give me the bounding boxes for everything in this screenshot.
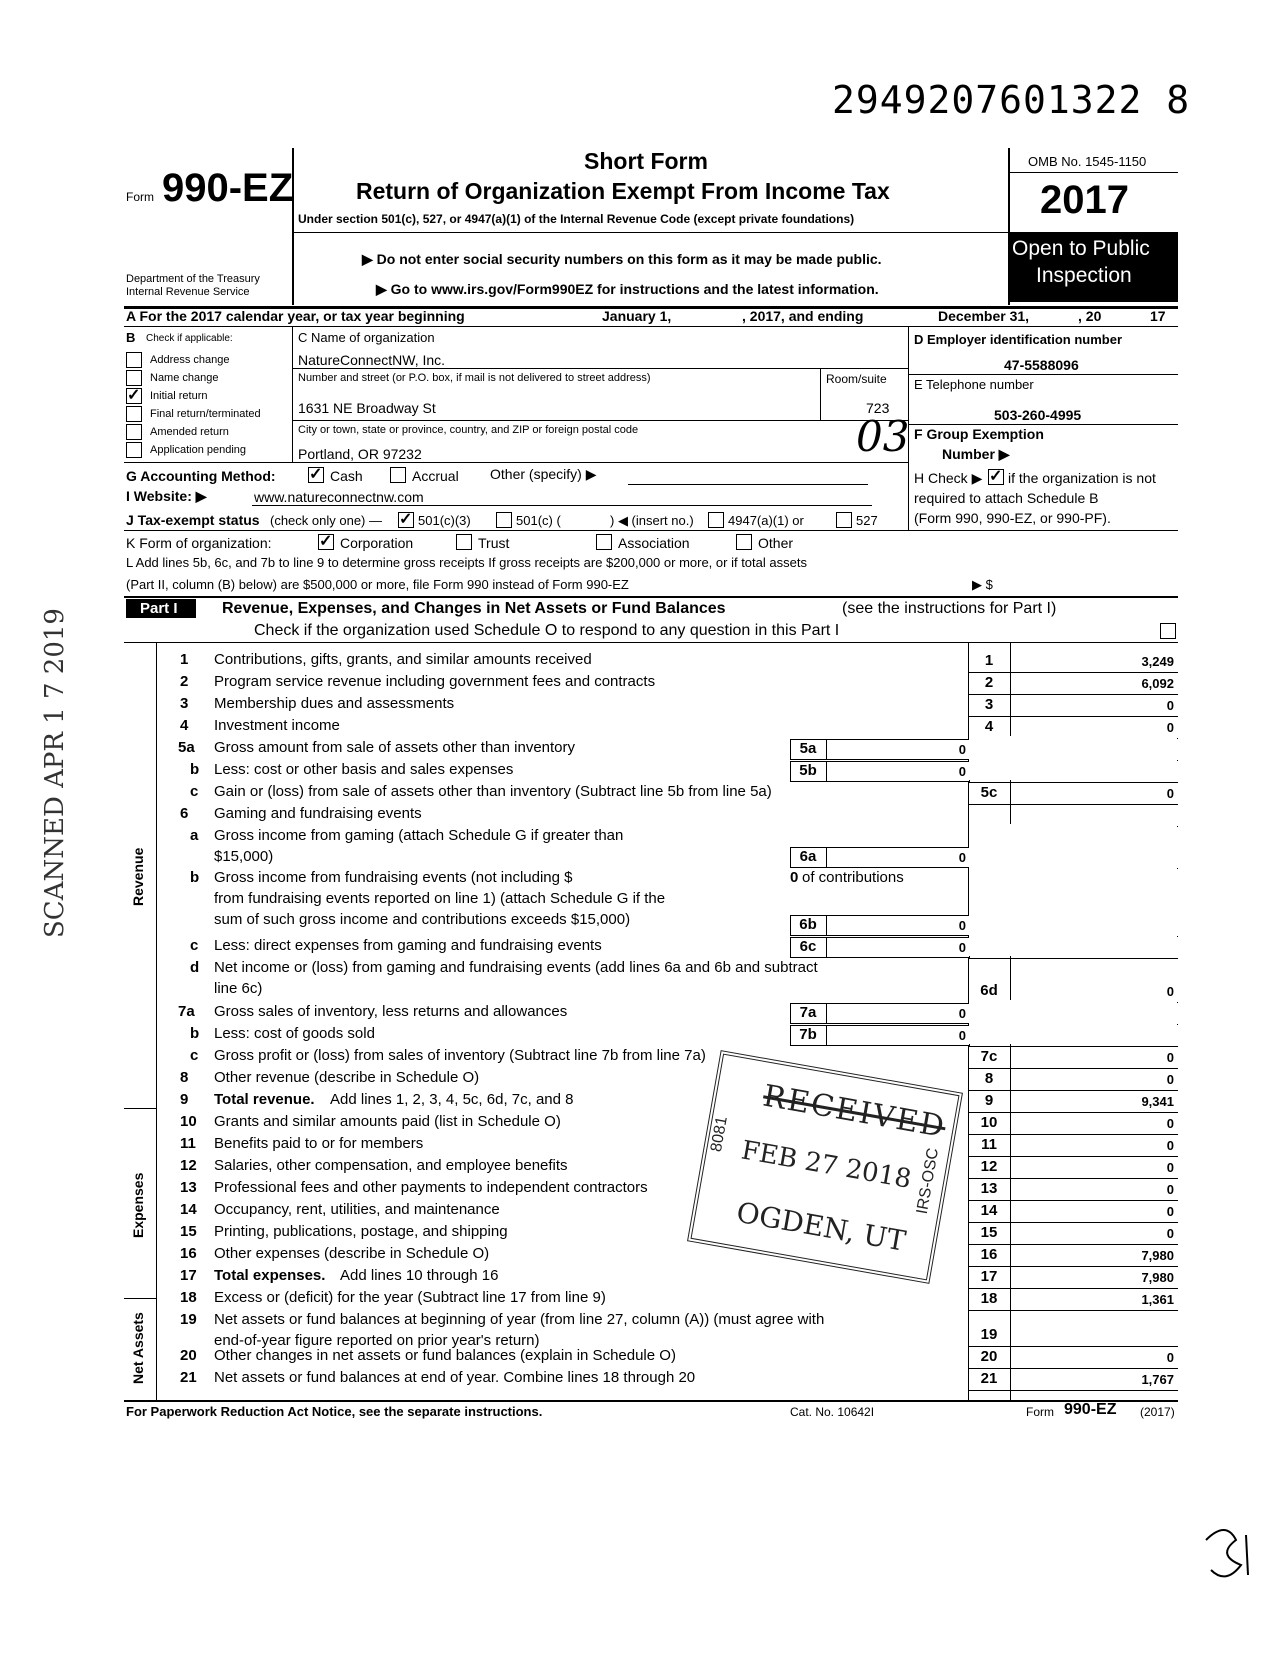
- shaded-cell: [969, 934, 1177, 956]
- line-number: 15: [180, 1223, 197, 1240]
- line-code: 19: [980, 1326, 998, 1343]
- line-description: Occupancy, rent, utilities, and maintenance: [214, 1201, 500, 1218]
- line-a-end: December 31,: [938, 308, 1030, 324]
- name-change-checkbox[interactable]: [126, 370, 142, 386]
- line-value: 0: [1166, 984, 1174, 999]
- line-value: 0: [1166, 1072, 1174, 1087]
- line-value: 0: [1166, 1160, 1174, 1175]
- line-description: Professional fees and other payments to independent contractors: [214, 1179, 648, 1196]
- line-description: Net assets or fund balances at end of year. Combine lines 18 through 20: [214, 1369, 696, 1386]
- title-short-form: Short Form: [584, 148, 708, 174]
- schedule-b-checkbox[interactable]: [988, 469, 1004, 485]
- line-number: 6: [180, 805, 189, 822]
- shaded-cell: [969, 1022, 1177, 1044]
- form-prefix: Form: [126, 190, 154, 204]
- check-if-applicable: Check if applicable:: [146, 333, 233, 344]
- trust-checkbox[interactable]: [456, 534, 472, 550]
- telephone-label: E Telephone number: [914, 377, 1034, 392]
- line-description: Gross income from fundraising events (not including $: [214, 869, 573, 886]
- 527-label: 527: [856, 513, 878, 528]
- line-code: 17: [980, 1268, 998, 1285]
- line-description: Excess or (deficit) for the year (Subtract line 17 from line 9): [214, 1289, 606, 1306]
- final-return-checkbox[interactable]: [126, 406, 142, 422]
- insert-no-label: ) ◀ (insert no.): [610, 513, 694, 528]
- accrual-label: Accrual: [412, 468, 459, 484]
- line-description-cont: line 6c): [214, 980, 263, 997]
- line-code: 18: [980, 1290, 998, 1307]
- line-description: Membership dues and assessments: [214, 695, 455, 712]
- line-value: 6,092: [1141, 676, 1174, 691]
- trust-label: Trust: [478, 535, 510, 551]
- line-number: 3: [180, 695, 189, 712]
- line-code: 5c: [980, 784, 998, 801]
- line-code: 10: [980, 1114, 998, 1131]
- sub-line-code: 7a: [799, 1004, 817, 1021]
- line-number: 9: [180, 1091, 189, 1108]
- footer-form-prefix: Form: [1026, 1405, 1054, 1419]
- line-code: 13: [980, 1180, 998, 1197]
- part-i-label: Part I: [140, 600, 178, 617]
- handwritten-note: 03: [856, 412, 910, 461]
- sub-line-value: 0: [958, 1028, 966, 1043]
- line-description: Investment income: [214, 717, 340, 734]
- stamp-location: OGDEN, UT: [734, 1195, 909, 1258]
- line-description: Other expenses (describe in Schedule O): [214, 1245, 490, 1262]
- amended-return-label: Amended return: [150, 426, 229, 438]
- final-return-label: Final return/terminated: [150, 408, 261, 420]
- line-number: d: [190, 959, 200, 976]
- street-address: 1631 NE Broadway St: [298, 400, 436, 416]
- 4947-checkbox[interactable]: [708, 512, 724, 528]
- line-number: 2: [180, 673, 189, 690]
- association-checkbox[interactable]: [596, 534, 612, 550]
- part-i-title-rest: (see the instructions for Part I): [842, 600, 1057, 617]
- shaded-cell: [969, 1000, 1177, 1022]
- row-divider: [968, 1346, 1178, 1347]
- line-value: 7,980: [1141, 1248, 1174, 1263]
- schedule-o-check-text: Check if the organization used Schedule O to respond to any question in this Part I: [254, 622, 840, 639]
- line-code: 11: [981, 1136, 997, 1153]
- line-description: Program service revenue including government fees and contracts: [214, 673, 656, 690]
- city-label: City or town, state or province, country, and ZIP or foreign postal code: [298, 424, 639, 436]
- address-change-checkbox[interactable]: [126, 352, 142, 368]
- section-b-label: B: [126, 330, 136, 345]
- line-value: 1,767: [1141, 1372, 1174, 1387]
- city-state-zip: Portland, OR 97232: [298, 446, 422, 462]
- line-description: Gross amount from sale of assets other than inventory: [214, 739, 576, 756]
- stamp-side-right: IRS-OSC: [913, 1146, 943, 1216]
- department-line2: Internal Revenue Service: [126, 286, 250, 298]
- line-code: 2: [984, 674, 994, 691]
- line-code: 14: [980, 1202, 998, 1219]
- row-divider: [968, 1112, 1178, 1113]
- line-number: 5a: [178, 739, 195, 756]
- line-number: 16: [180, 1245, 197, 1262]
- sub-line-code: 6b: [799, 916, 817, 933]
- line-value: 3,249: [1141, 654, 1174, 669]
- line-number: 21: [180, 1369, 197, 1386]
- line-description: Net income or (loss) from gaming and fundraising events (add lines 6a and 6b and subtract: [214, 959, 818, 976]
- line-code: 7c: [980, 1048, 998, 1065]
- 501c-checkbox[interactable]: [496, 512, 512, 528]
- line-l-dollar: ▶ $: [972, 577, 993, 592]
- row-divider: [968, 1288, 1178, 1289]
- sub-line-code: 6c: [799, 938, 817, 955]
- address-change-label: Address change: [150, 354, 230, 366]
- line-description: Gain or (loss) from sale of assets other than inventory (Subtract line 5b from line 5a): [214, 783, 772, 800]
- stamp-received: RECEIVED: [760, 1078, 949, 1146]
- line-code: 1: [984, 652, 994, 669]
- received-stamp: [687, 1050, 963, 1284]
- row-divider: [968, 1134, 1178, 1135]
- line-number: c: [190, 1047, 199, 1064]
- row-divider: [968, 694, 1178, 695]
- line-number: c: [190, 783, 199, 800]
- row-divider: [968, 1046, 1178, 1047]
- line-description: Gross profit or (loss) from sales of inventory (Subtract line 7b from line 7a): [214, 1047, 706, 1064]
- row-divider: [968, 1178, 1178, 1179]
- line-value: 1,361: [1141, 1292, 1174, 1307]
- accounting-method-label: G Accounting Method:: [126, 468, 276, 484]
- line-description: Add lines 10 through 16: [340, 1267, 499, 1284]
- room-suite: 723: [866, 400, 890, 416]
- stamp-side-left: 8081: [707, 1115, 731, 1154]
- document-locator-number: 2949207601322 8: [832, 78, 1191, 122]
- row-divider: [968, 782, 1178, 783]
- line-code: 21: [980, 1370, 998, 1387]
- line-description: Less: cost or other basis and sales expenses: [214, 761, 514, 778]
- line-number: 20: [180, 1347, 197, 1364]
- line-h-text1: if the organization is not: [1008, 470, 1156, 486]
- line-value: 0: [1166, 1138, 1174, 1153]
- website-url: www.natureconnectnw.com: [254, 489, 424, 505]
- 501c-label: 501(c) (: [516, 513, 561, 528]
- sub-line-code: 5a: [799, 740, 817, 757]
- line-desc-tail: of contributions: [802, 869, 904, 886]
- line-value: 0: [1166, 1204, 1174, 1219]
- line-a-mid: , 2017, and ending: [742, 308, 864, 324]
- line-value: 0: [1166, 1182, 1174, 1197]
- line-number: 19: [180, 1311, 197, 1328]
- 4947-label: 4947(a)(1) or: [728, 513, 804, 528]
- telephone: 503-260-4995: [994, 407, 1082, 423]
- org-name: NatureConnectNW, Inc.: [298, 352, 446, 368]
- part-i-title: Revenue, Expenses, and Changes in Net Assets or Fund Balances: [222, 600, 726, 617]
- check-only-one: (check only one) —: [270, 513, 382, 528]
- line-h-label: H Check ▶: [914, 470, 983, 486]
- initial-return-checkbox[interactable]: [126, 388, 142, 404]
- line-number: 12: [180, 1157, 197, 1174]
- line-description-cont: end-of-year figure reported on prior year's return): [214, 1332, 540, 1349]
- title-return: Return of Organization Exempt From Income Tax: [356, 178, 890, 204]
- form-of-organization-label: K Form of organization:: [126, 535, 272, 551]
- notice-ssn: ▶ Do not enter social security numbers on this form as it may be made public.: [362, 251, 882, 267]
- row-divider: [968, 1200, 1178, 1201]
- accrual-checkbox[interactable]: [390, 467, 406, 483]
- line-number: 4: [180, 717, 189, 734]
- other-org-checkbox[interactable]: [736, 534, 752, 550]
- shaded-cell: [969, 866, 1177, 934]
- line-code: 12: [980, 1158, 998, 1175]
- omb-number: OMB No. 1545-1150: [1028, 154, 1147, 169]
- department-line1: Department of the Treasury: [126, 273, 260, 285]
- row-divider: [968, 1244, 1178, 1245]
- line-number: a: [190, 827, 199, 844]
- footer-paperwork-notice: For Paperwork Reduction Act Notice, see the separate instructions.: [126, 1404, 543, 1419]
- row-divider: [968, 1222, 1178, 1223]
- row-divider: [968, 672, 1178, 673]
- line-l-text1: L Add lines 5b, 6c, and 7b to line 9 to determine gross receipts If gross receipts are $200,000 or more, or if total assets: [126, 555, 807, 570]
- line-desc-bold: Total revenue.: [214, 1091, 315, 1108]
- line-code: 20: [980, 1348, 998, 1365]
- ein: 47-5588096: [1004, 357, 1079, 373]
- sub-line-value: 0: [958, 764, 966, 779]
- 501c3-label: 501(c)(3): [418, 513, 471, 528]
- line-description: Net assets or fund balances at beginning of year (from line 27, column (A)) (must agree with: [214, 1311, 825, 1328]
- line-value: 0: [1166, 1350, 1174, 1365]
- line-desc-bold: Total expenses.: [214, 1267, 326, 1284]
- line-description: Less: cost of goods sold: [214, 1025, 375, 1042]
- row-divider: [968, 1266, 1178, 1267]
- line-value: 9,341: [1141, 1094, 1174, 1109]
- sub-line-value: 0: [958, 742, 966, 757]
- shaded-cell: [969, 824, 1177, 866]
- row-divider: [968, 1368, 1178, 1369]
- 527-checkbox[interactable]: [836, 512, 852, 528]
- application-pending-checkbox[interactable]: [126, 442, 142, 458]
- line-code: 15: [980, 1224, 998, 1241]
- line-value: 0: [1166, 720, 1174, 735]
- line-description: Benefits paid to or for members: [214, 1135, 424, 1152]
- revenue-side-label: Revenue: [130, 847, 146, 906]
- footer-year: (2017): [1140, 1405, 1175, 1419]
- line-number: 11: [180, 1135, 196, 1152]
- other-method-label: Other (specify) ▶: [490, 466, 597, 482]
- margin-scan-stamp: SCANNED APR 1 7 2019: [40, 608, 70, 938]
- line-description: Printing, publications, postage, and shipping: [214, 1223, 508, 1240]
- line-description: Grants and similar amounts paid (list in Schedule O): [214, 1113, 561, 1130]
- line-description: Other revenue (describe in Schedule O): [214, 1069, 480, 1086]
- association-label: Association: [618, 535, 690, 551]
- line-description: Gross sales of inventory, less returns and allowances: [214, 1003, 568, 1020]
- line-description-cont: from fundraising events reported on line 1) (attach Schedule G if the: [214, 890, 666, 907]
- ein-label: D Employer identification number: [914, 332, 1123, 347]
- line-description-cont2: sum of such gross income and contributions exceeds $15,000): [214, 911, 631, 928]
- line-number: 8: [180, 1069, 189, 1086]
- website-label: I Website: ▶: [126, 488, 207, 504]
- sub-line-code: 7b: [799, 1026, 817, 1043]
- line-a-label: A For the 2017 calendar year, or tax year beginning: [126, 308, 465, 324]
- notice-website: ▶ Go to www.irs.gov/Form990EZ for instructions and the latest information.: [376, 281, 879, 297]
- row-divider: [968, 1068, 1178, 1069]
- group-exemption-number-label: Number ▶: [942, 446, 1010, 462]
- line-value: 0: [1166, 1226, 1174, 1241]
- sub-line-code: 6a: [799, 848, 817, 865]
- line-h-text3: (Form 990, 990-EZ, or 990-PF).: [914, 510, 1111, 526]
- sub-line-value: 0: [958, 1006, 966, 1021]
- line-value: 0: [1166, 698, 1174, 713]
- tax-year: 2017: [1040, 178, 1129, 222]
- cash-checkbox[interactable]: [308, 467, 324, 483]
- line-value: 0: [1166, 786, 1174, 801]
- row-divider: [968, 1310, 1178, 1311]
- line-h-text2: required to attach Schedule B: [914, 490, 1099, 506]
- shaded-cell: [969, 736, 1177, 758]
- name-change-label: Name change: [150, 372, 219, 384]
- corporation-label: Corporation: [340, 535, 414, 551]
- line-description: Contributions, gifts, grants, and similar amounts received: [214, 651, 592, 668]
- form-number: 990-EZ: [162, 166, 294, 210]
- corporation-checkbox[interactable]: [318, 534, 334, 550]
- amended-return-checkbox[interactable]: [126, 424, 142, 440]
- sub-line-value: 0: [958, 940, 966, 955]
- tax-exempt-status-label: J Tax-exempt status: [126, 512, 260, 528]
- line-number: b: [190, 1025, 200, 1042]
- sub-line-code: 5b: [799, 762, 817, 779]
- sub-line-value: 0: [958, 850, 966, 865]
- row-divider: [968, 958, 1178, 959]
- room-suite-label: Room/suite: [826, 372, 887, 386]
- line-code: 9: [984, 1092, 994, 1109]
- row-divider: [968, 804, 1178, 805]
- line-l-text2: (Part II, column (B) below) are $500,000 or more, file Form 990 instead of Form 990-EZ: [126, 577, 629, 592]
- expenses-side-label: Expenses: [130, 1172, 146, 1238]
- line-number: b: [190, 869, 200, 886]
- sub-line-value: 0: [958, 918, 966, 933]
- inspection: Inspection: [1036, 264, 1132, 287]
- line-code: 6d: [980, 982, 998, 999]
- application-pending-label: Application pending: [150, 444, 247, 456]
- open-to-public: Open to Public: [1012, 237, 1150, 260]
- line-description: Gaming and fundraising events: [214, 805, 422, 822]
- row-divider: [968, 1390, 1178, 1391]
- footer-cat-no: Cat. No. 10642I: [790, 1405, 875, 1419]
- handwritten-mark-icon: [1196, 1520, 1256, 1590]
- line-description: Other changes in net assets or fund balances (explain in Schedule O): [214, 1347, 676, 1364]
- line-value: 0: [1166, 1050, 1174, 1065]
- line-value: 0: [1166, 1116, 1174, 1131]
- line-code: 4: [984, 718, 994, 735]
- 501c3-checkbox[interactable]: [398, 512, 414, 528]
- net-assets-side-label: Net Assets: [130, 1312, 146, 1384]
- stamp-date: FEB 27 2018: [739, 1135, 914, 1195]
- line-code: 16: [980, 1246, 998, 1263]
- shaded-cell: [969, 758, 1177, 780]
- subtitle: Under section 501(c), 527, or 4947(a)(1) of the Internal Revenue Code (except private foundations): [298, 212, 855, 226]
- line-description: Add lines 1, 2, 3, 4, 5c, 6d, 7c, and 8: [330, 1091, 574, 1108]
- line-code: 3: [984, 696, 994, 713]
- line-description: Gross income from gaming (attach Schedule G if greater than: [214, 827, 624, 844]
- footer-form: 990-EZ: [1064, 1401, 1117, 1418]
- line-a-year: 17: [1150, 308, 1166, 324]
- line-number: 1: [180, 651, 189, 668]
- cash-label: Cash: [330, 468, 363, 484]
- line-description-cont: $15,000): [214, 848, 274, 865]
- line-number: 10: [180, 1113, 197, 1130]
- line-number: 7a: [178, 1003, 195, 1020]
- line-a-begin: January 1,: [602, 308, 672, 324]
- row-divider: [968, 1090, 1178, 1091]
- line-number: b: [190, 761, 200, 778]
- street-label: Number and street (or P.O. box, if mail is not delivered to street address): [298, 372, 651, 384]
- line-a-comma20: , 20: [1078, 308, 1102, 324]
- other-org-label: Other: [758, 535, 794, 551]
- row-divider: [968, 716, 1178, 717]
- initial-return-label: Initial return: [150, 390, 208, 402]
- schedule-o-checkbox[interactable]: [1160, 623, 1176, 639]
- line-desc-amount: 0: [790, 869, 799, 886]
- row-divider: [968, 1156, 1178, 1157]
- line-number: c: [190, 937, 199, 954]
- line-value: 7,980: [1141, 1270, 1174, 1285]
- line-code: 8: [984, 1070, 994, 1087]
- line-description: Salaries, other compensation, and employee benefits: [214, 1157, 568, 1174]
- org-name-label: C Name of organization: [298, 330, 435, 345]
- line-number: 14: [180, 1201, 197, 1218]
- line-number: 17: [180, 1267, 197, 1284]
- line-number: 18: [180, 1289, 197, 1306]
- line-description: Less: direct expenses from gaming and fundraising events: [214, 937, 602, 954]
- line-number: 13: [180, 1179, 197, 1196]
- group-exemption-label: F Group Exemption: [914, 426, 1044, 442]
